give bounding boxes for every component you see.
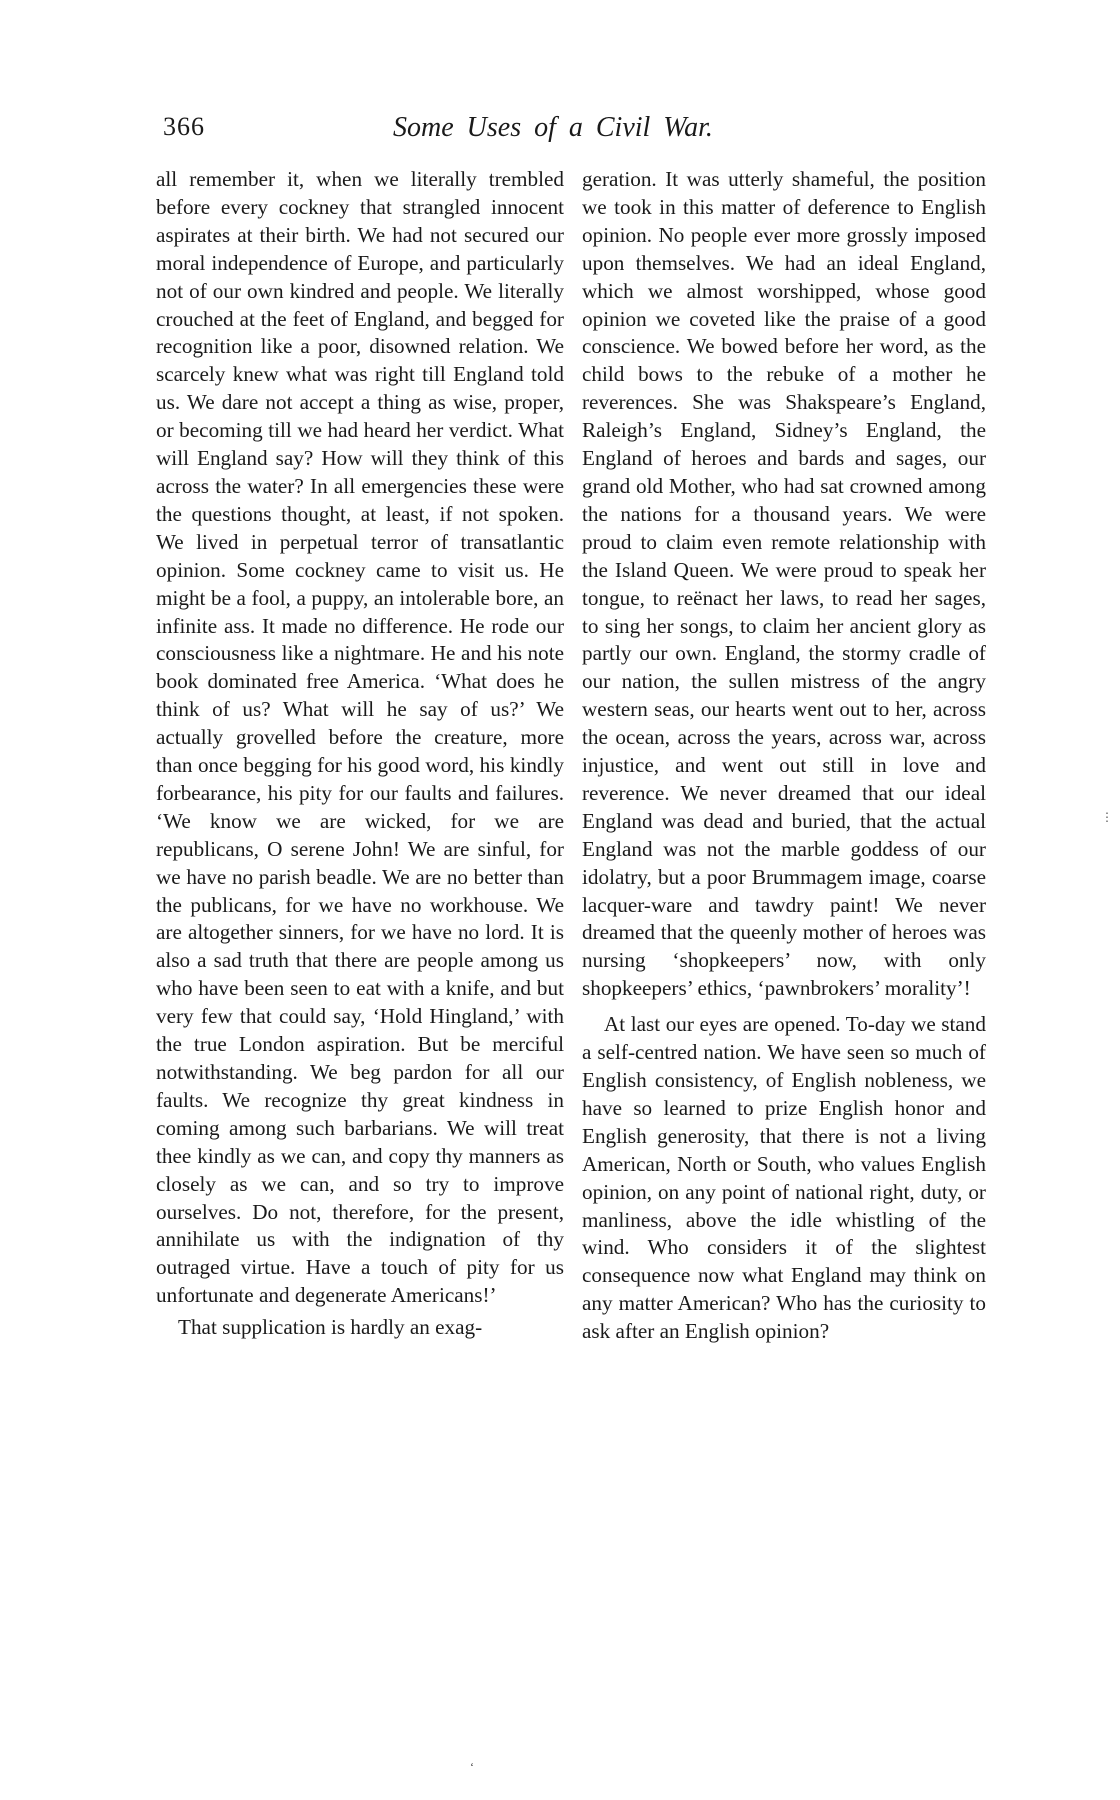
right-paragraph-1: geration. It was utterly shameful, the position we took in this matter of deference to English opinion. No people ever more grossly imposed upon themselves. We had an ideal England, which we almost worshipped, whose good opinion we coveted like the praise of a good conscience. We bowed before her word, as the child bows to the rebuke of a mother he reverences. She was Shakspeare’s England, Raleigh’s England, Sidney’s England, the England of heroes and bards and sages, our grand old Mother, who had sat crowned among the nations for a thousand years. We were proud to claim even remote relationship with the Island Queen. We were proud to speak her tongue, to reënact her laws, to read her sages, to sing her songs, to claim her ancient glory as partly our own. England, the stormy cradle of our nation, the sullen mistress of the angry western seas, our hearts went out to her, across the ocean, across the years, across war, across injustice, and went out still in love and reverence. We never dreamed that our ideal England was dead and buried, that the actual England was not the marble goddess of our idolatry, but a poor Brummagem image, coarse lacquer-ware and tawdry paint! We never dreamed that the queenly mother of heroes was nursing ‘shopkeepers’ now, with only shopkeepers’ ethics, ‘pawnbrokers’ morality’!: [582, 167, 986, 1001]
page-number: 366: [163, 112, 205, 141]
running-title: Some Uses of a Civil War.: [393, 112, 713, 143]
right-column: [582, 166, 986, 1346]
page-header: [163, 112, 763, 152]
margin-speck-mark: ⋮: [1101, 810, 1113, 824]
left-column: [156, 166, 564, 1342]
left-paragraph-2: That supplication is hardly an exag-: [178, 1315, 483, 1340]
left-paragraph-1: all remember it, when we literally trembled before every cockney that strangled innocent aspirates at their birth. We had not secured our moral independence of Europe, and particularly not of our own kindred and people. We literally crouched at the feet of England, and begged for recognition like a poor, disowned relation. We scarcely knew what was right till England told us. We dare not accept a thing as wise, proper, or becoming till we had heard her verdict. What will England say? How will they think of this across the water? In all emergencies these were the questions thought, at least, if not spoken. We lived in perpetual terror of transatlantic opinion. Some cockney came to visit us. He might be a fool, a puppy, an intolerable bore, an infinite ass. It made no difference. He rode our consciousness like a nightmare. He and his note book dominated free America. ‘What does he think of us? What will he say of us?’ We actually grovelled before the creature, more than once begging for his good word, his kindly forbearance, his pity for our faults and failures. ‘We know we are wicked, for we are republicans, O serene John! We are sinful, for we have no parish beadle. We are no better than the publicans, for we have no workhouse. We are altogether sinners, for we have no lord. It is also a sad truth that there are people among us who have been seen to eat with a knife, and but very few that could say, ‘Hold Hingland,’ with the true London aspiration. But be merciful notwithstanding. We beg pardon for all our faults. We recognize thy great kindness in coming among such barbarians. We will treat thee kindly as we can, and copy thy manners as closely as we can, and so try to improve ourselves. Do not, therefore, for the present, annihilate us with the indignation of thy outraged virtue. Have a touch of pity for us unfortunate and degenerate Americans!’: [156, 167, 564, 1308]
right-paragraph-2: At last our eyes are opened. To-day we stand a self-centred nation. We have seen so much of English consistency, of English nobleness, we have so learned to prize English honor and English generosity, that there is not a living American, North or South, who values English opinion, on any point of national right, duty, or manliness, above the idle whistling of the wind. Who considers it of the slightest consequence now what England may think on any matter American? Who has the curiosity to ask after an English opinion?: [582, 1012, 986, 1344]
bottom-speck-mark: ‘: [470, 1760, 474, 1774]
